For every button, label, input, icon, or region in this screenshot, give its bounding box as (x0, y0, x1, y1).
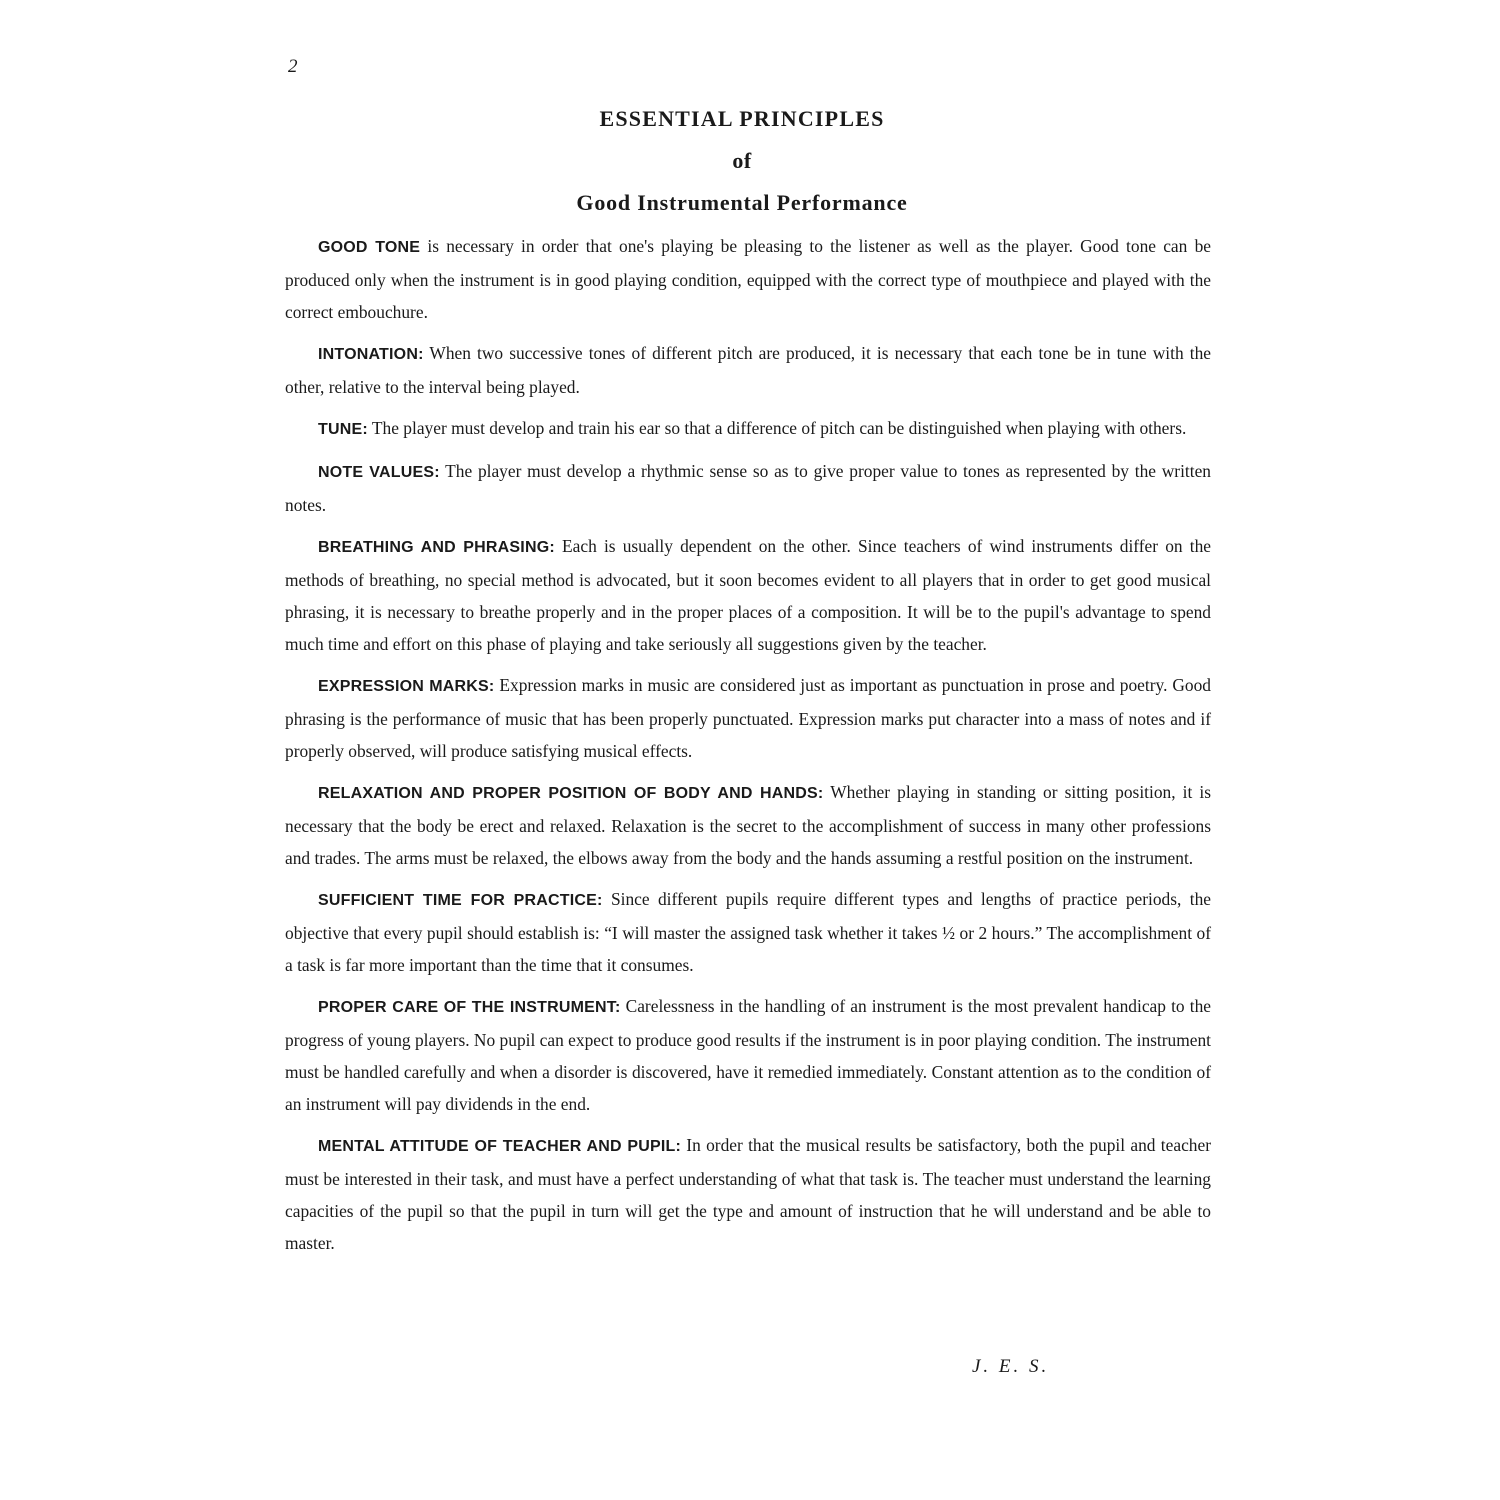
principle-text: Carelessness in the handling of an instrument is the most prevalent handicap to the progress of young players. No pupil can expect to produce good results if the instrument is in poor playing condition. The instrument must be handled carefully and when a disorder is discovered, have it remedied immediately. Constant attention as to the condition of an instrument will pay dividends in the end. (285, 996, 1212, 1114)
principle-heading: BREATHING AND PHRASING: (318, 539, 555, 556)
title-line-subtitle: Good Instrumental Performance (576, 190, 908, 215)
principle-intonation (285, 337, 1211, 403)
principle-heading: EXPRESSION MARKS: (318, 678, 495, 695)
principle-heading: MENTAL ATTITUDE OF TEACHER AND PUPIL: (318, 1138, 681, 1155)
principle-mental-attitude (285, 1129, 1211, 1259)
principle-breathing-phrasing (285, 530, 1211, 660)
principle-instrument-care (285, 990, 1211, 1120)
principle-text: In order that the musical results be satisfactory, both the pupil and teacher must be interested in their task, and must have a perfect understanding of what that task is. The teacher must understand the learning capacities of the pupil so that the pupil in turn will get the type and amount of instruction that he will understand and be able to master. (285, 1135, 1211, 1253)
principle-relaxation (285, 776, 1211, 874)
principle-text: Each is usually dependent on the other. Since teachers of wind instruments differ on the methods of breathing, no special method is advocated, but it soon becomes evident to all players that in order to get good musical phrasing, it is necessary to breathe properly and in the proper places of a composition. It will be to the pupil's advantage to spend much time and effort on this phase of playing and take seriously all suggestions given by the teacher. (285, 536, 1211, 654)
principle-note-values (285, 455, 1211, 521)
principle-good-tone (285, 230, 1211, 328)
page-number: 2 (288, 56, 298, 77)
principle-heading: INTONATION: (318, 346, 424, 363)
principle-text: is necessary in order that one's playing be pleasing to the listener as well as the player. Good tone can be produced only when the instrument is in good playing condition, equipped with the correct type of mouthpiece and played with the correct embouchure. (285, 236, 1211, 322)
principle-text: Since different pupils require different types and lengths of practice periods, the objective that every pupil should establish is: “I will master the assigned task whether it takes ½ or 2 hours.” The accomplishment of a task is far more important than the time that it consumes. (285, 889, 1211, 975)
principle-text: Whether playing in standing or sitting position, it is necessary that the body be erect and relaxed. Relaxation is the secret to the accomplishment of success in many other professions and trades. The arms must be relaxed, the elbows away from the body and the hands assuming a restful position on the instrument. (285, 782, 1211, 868)
author-signature: J. E. S. (972, 1356, 1050, 1377)
principle-heading: PROPER CARE OF THE INSTRUMENT: (318, 999, 621, 1016)
principle-text: The player must develop a rhythmic sense so as to give proper value to tones as represented by the written notes. (285, 461, 1211, 515)
principle-tune (285, 412, 1211, 446)
principle-text: When two successive tones of different pitch are produced, it is necessary that each tone be in tune with the other, relative to the interval being played. (285, 343, 1211, 397)
principle-practice-time (285, 883, 1211, 981)
principle-expression-marks (285, 669, 1211, 767)
principle-text: The player must develop and train his ear so that a difference of pitch can be distinguished when playing with others. (367, 418, 1187, 438)
principle-text: Expression marks in music are considered just as important as punctuation in prose and poetry. Good phrasing is the performance of music that has been properly punctuated. Expression marks put character into a mass of notes and if properly observed, will produce satisfying musical effects. (285, 675, 1212, 761)
principle-heading: SUFFICIENT TIME FOR PRACTICE: (318, 892, 603, 909)
principle-heading: RELAXATION AND PROPER POSITION OF BODY AND HANDS: (318, 785, 824, 802)
principle-heading: TUNE: (318, 421, 368, 438)
principles-list (285, 230, 1211, 1268)
title-line-main: ESSENTIAL PRINCIPLES (599, 106, 885, 131)
principle-heading: NOTE VALUES: (318, 464, 440, 481)
title-line-of: of (732, 148, 752, 173)
principle-heading: GOOD TONE (318, 239, 421, 256)
page-title (0, 98, 1484, 224)
